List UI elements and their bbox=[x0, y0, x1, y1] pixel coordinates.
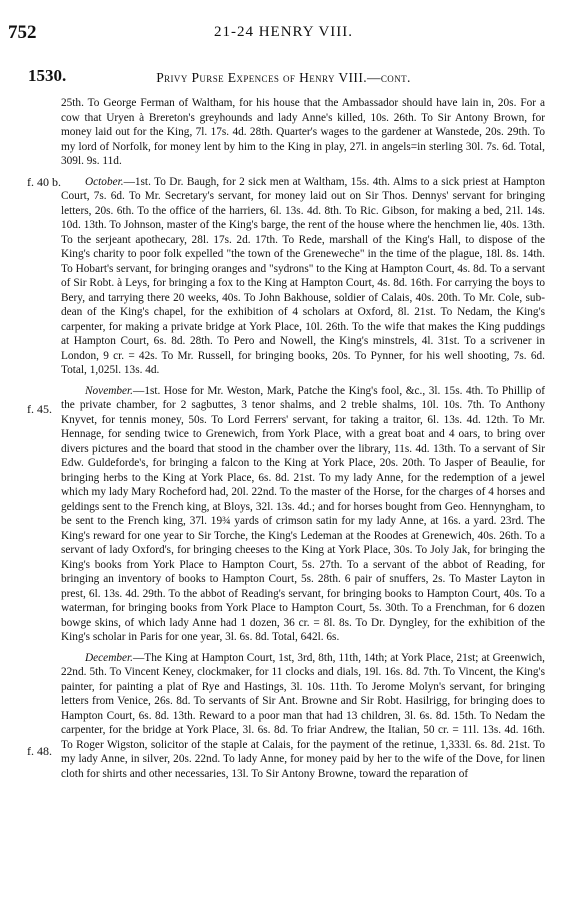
entry-text: —1st. To Dr. Baugh, for 2 sick men at Waltham, 15s. 4th. Alms to a sick priest at Hampton Court, 7s. 6d. To Mr. Secretary's servant, for money laid out on Sir Thos. Dennys' servant for bringing letters, 20s. 6th. To the office of the harriers, 6l. 13s. 4d. 8th. To Ric. Gibson, for making a bed, 21l. 14s. 10d. 13th. To Johnson, master of the King's barge, the rent of the house where the henchmen lie, 40s. 13th. To the serjeant apothecary, 28l. 17s. 2d. 17th. To Rede, marshall of the King's Hall, to dispose of the King's charity to poor folk expelled "the town of the Greneweche" in the time of the plague, 18l. 8s. 14th. To Hobart's servant, for bringing oranges and "sydrons" to the King at Hampton Court, 4s. 8d. To a servant of Sir Robt. à Leys, for bringing a fox to the King at Hampton Court, 4s. 8d. 16th. For carrying the boys to Bery, and tarrying there 20 weeks, 40s. To John Bakhouse, soldier of Calais, 40s. 20th. To Mr. Cole, sub-dean of the King's chapel, for the exhibition of 4 scholars at Oxford, 8l. 21st. To Nedam, the King's carpenter, for making a private bridge at York Place, 10l. 26th. To the wife that makes the King puddings at Hampton Court, 6s. 8d. 28th. To Pero and Nowell, the King's minstrels, 4l. 31st. To a scrivener in London, 9 cr. = 42s. To Mr. Russell, for bringing books, 20s. To Pynner, for his well shooting, 7s. 6d. Total, 1,025l. 13s. 4d. bbox=[61, 175, 545, 376]
page-number: 752 bbox=[8, 22, 37, 43]
entry-september-end bbox=[61, 96, 545, 169]
month-label: December. bbox=[85, 651, 133, 664]
entry-text: —The King at Hampton Court, 1st, 3rd, 8th, 11th, 14th; at York Place, 21st; at Greenwich, 22nd. 5th. To Vincent Keney, clockmaker, for 11 clocks and dials, 19l. 16s. 8d. 7th. To Vincent, the King's painter, for painting a plat of Rye and Hastings, 3l. 10s. 11th. To Jerome Molyn's servant, for bringing letters from Venice, 26s. 8d. To servants of Sir Ant. Browne and Sir Robt. Hasilrigg, for bringing does to Hampton Court, 6s. 8d. 13th. Reward to a poor man that had 13 children, 3l. 6s. 8d. 15th. To Nedam the carpenter, for the bridge at York Place, 3l. 6s. 8d. To friar Andrew, the Italian, 50 cr. = 11l. 13s. 4d. 16th. To Roger Wigston, solicitor of the staple at Calais, for the payment of the retinue, 1,333l. 6s. 8d. 21st. To my lady Anne, in silver, 20s. 22nd. To lady Anne, for money paid by her to the wife of the Dove, for linen cloth for shirts and other necessaries, 13l. To Sir Antony Browne, toward the reparation of bbox=[61, 651, 545, 780]
entry-december bbox=[61, 651, 545, 782]
month-label: November. bbox=[85, 384, 134, 397]
entry-october bbox=[61, 175, 545, 378]
document-body bbox=[61, 96, 545, 781]
entry-text: 25th. To George Ferman of Waltham, for his house that the Ambassador should have lain in, 20s. For a cow that Uryen à Brereton's greyhounds and lady Anne's killed, 10s. 26th. To Sir Antony Brown, for money laid out for the King, 7l. 17s. 4d. 28th. Quarter's wages to the gardener at Wanstede, 20s. 29th. To my lord of Norfolk, for money lent by him to the King in play, 27l. in angels=in sterling 30l. 7s. 6d. Total, 309l. 9s. 11d. bbox=[61, 97, 545, 167]
section-subtitle: Privy Purse Expences of Henry VIII.—cont. bbox=[156, 70, 411, 85]
entry-text: —1st. Hose for Mr. Weston, Mark, Patche the King's fool, &c., 3l. 15s. 4th. To Phillip of the private chamber, for 2 sagbuttes, 3 tenor shalms, and 2 treble shalms, 10l. 10s. 7th. To Anthony Knyvet, for tennis money, 50s. To Lord Ferrers' servant, for taking a traitor, 6l. 13s. 4d. 12th. To Mr. Hennage, for sending twice to Grenewich, from York Place, with a great boat and 4 oars, to bring over divers pictures and the board that stood in the chamber over the library, 11s. 4d. 13th. To a servant of Sir Edw. Guldeforde's, for bringing a falcon to the King at York Place, 20s. 20th. To Jasper of Beaulie, for bringing herbs to the King at York Place, 6s. 8d. 21st. To my lady Anne, for the redemption of a jewel which my lady Mary Rocheford had, 20l. 22nd. To the master of the Horse, for the charges of 4 horses and geldings sent to the French king, at Bloys, 32l. 13s. 4d.; and for horses bought from Geo. Hennyngham, to be sent to the French king, 37l. 19¾ yards of crimson satin for my lady Anne, at 16s. a yard. 23rd. The King's reward for one year to Sir Torche, the King's Ledeman at the Roodes at Grenewich, 40s. 26th. To a servant of lady Oxford's, for bringing cheeses to the King at York Place, 30s. To Joly Jak, for bringing the King's books from York Place to Hampton Court, 5s. 27th. To a servant of the abbot of Reading, for bringing an inventory of books to Hampton Court, 5s. 28th. 6 pair of snuffers, 2s. To Master Layton in prest, 6l. 13s. 4d. 29th. To the abbot of Reading's servant, for bringing books to Hampton Court, 40s. To a waterman, for bringing books from York Place to Hampton Court, 5s. 30th. To a Frenchman, for 6 dozen bowge skins, of which lady Anne had 1 dozen, 36 cr. = 8l. 8s. To Dr. Dyngley, for the exhibition of the King's scholar in Paris for one year, 3l. 6s. 8d. Total, 642l. 6s. bbox=[61, 384, 545, 643]
month-label: October. bbox=[85, 175, 124, 188]
margin-ref-f40b: f. 40 b. bbox=[27, 175, 61, 189]
year-heading: 1530. bbox=[28, 66, 67, 85]
entry-november bbox=[61, 384, 545, 645]
margin-ref-f48: f. 48. bbox=[27, 744, 52, 758]
margin-ref-f45: f. 45. bbox=[27, 402, 52, 416]
running-title: 21-24 HENRY VIII. bbox=[213, 24, 354, 40]
